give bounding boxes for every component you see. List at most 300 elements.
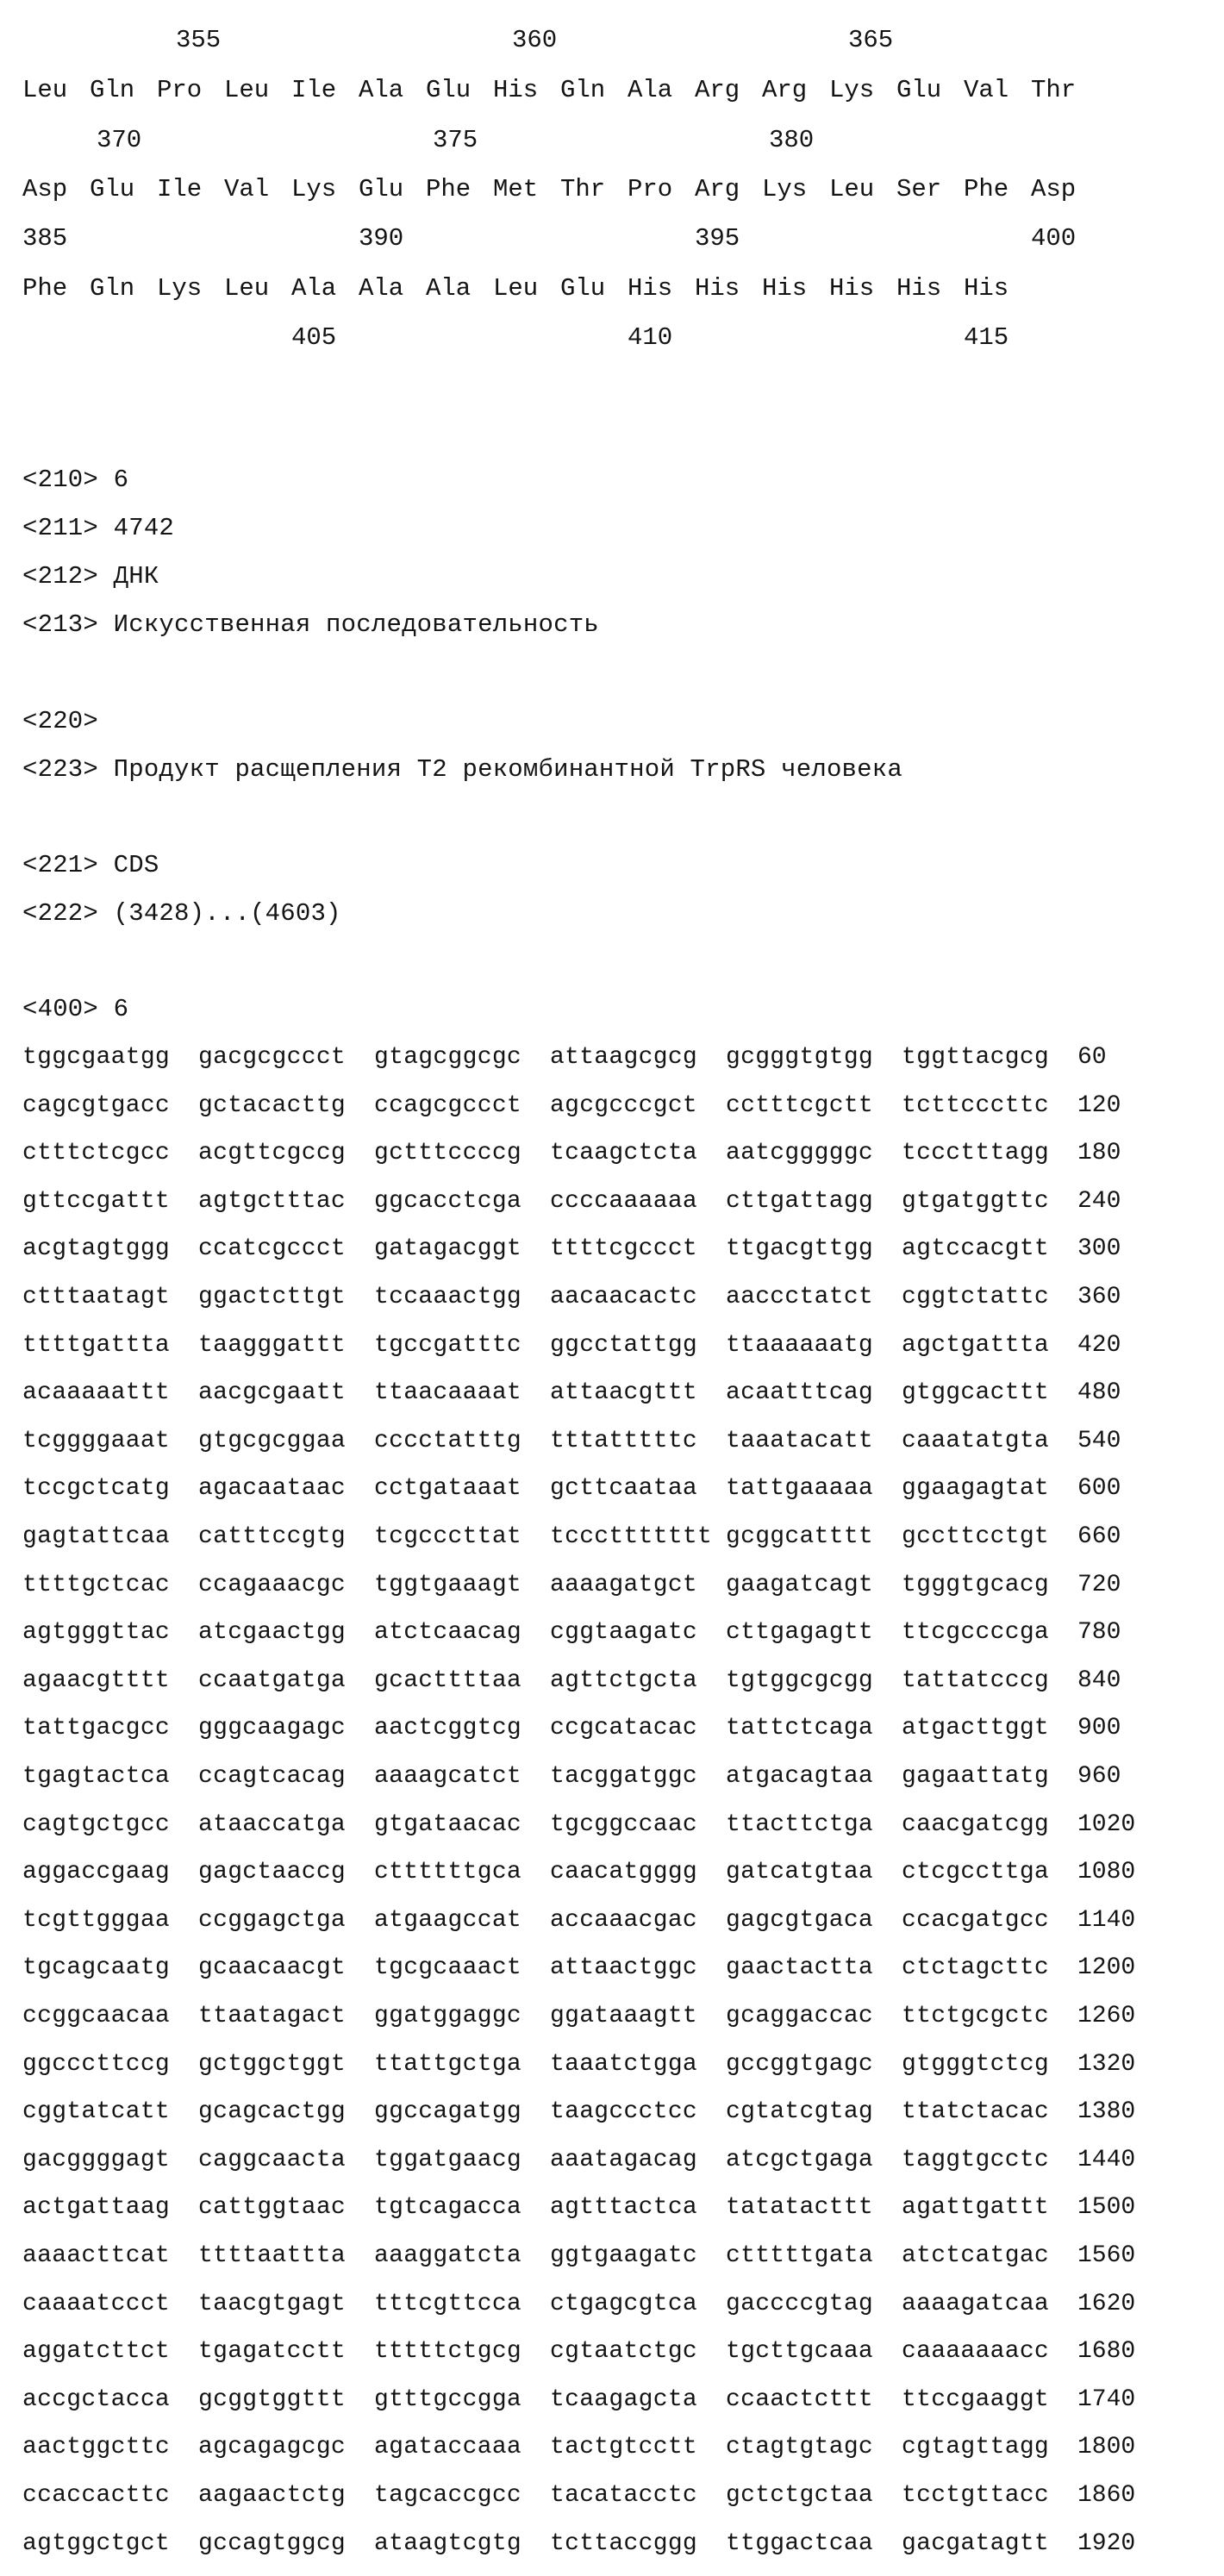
sequence-block: atctcaacag	[374, 1619, 522, 1646]
sequence-row	[22, 1858, 1221, 1887]
sequence-block: gaactactta	[726, 1954, 874, 1981]
sequence-block: ggcctattgg	[550, 1332, 698, 1359]
sequence-row	[22, 2146, 1221, 2175]
sequence-row	[22, 1666, 1221, 1696]
sequence-block: gcttcaataa	[550, 1475, 698, 1502]
sequence-block: tagcaccgcc	[374, 2482, 522, 2509]
sequence-block: tattgacgcc	[22, 1715, 171, 1741]
sequence-block: tattgaaaaa	[726, 1475, 874, 1502]
sequence-block: cgtaatctgc	[550, 2338, 698, 2365]
residue: Lys	[762, 175, 808, 203]
residue: Lys	[829, 76, 875, 104]
base-count: 1920	[1077, 2530, 1136, 2557]
sequence-block: ataaccatga	[198, 1811, 347, 1838]
sequence-block: tccgctcatg	[22, 1475, 171, 1502]
residue-number-row	[22, 26, 1143, 55]
sequence-block: tgggtgcacg	[902, 1572, 1050, 1598]
sequence-row	[22, 1379, 1221, 1408]
sequence-block: tactgtcctt	[550, 2434, 698, 2460]
sequence-row	[22, 2002, 1221, 2031]
sequence-block: aggatcttct	[22, 2338, 171, 2365]
residue: Asp	[22, 175, 68, 203]
sequence-block: aactggcttc	[22, 2434, 171, 2460]
sequence-block: tgtggcgcgg	[726, 1667, 874, 1694]
sequence-block: gaagatcagt	[726, 1572, 874, 1598]
sequence-block: gggcaagagc	[198, 1715, 347, 1741]
sequence-row	[22, 2385, 1221, 2415]
residue-number-row	[22, 323, 1143, 353]
residue-number: 385	[22, 224, 68, 253]
sequence-block: gtgatggttc	[902, 1188, 1050, 1215]
sequence-block: aggaccgaag	[22, 1859, 171, 1885]
sequence-block: ggatggaggc	[374, 2003, 522, 2029]
sequence-block: gagctaaccg	[198, 1859, 347, 1885]
sequence-block: ggccagatgg	[374, 2098, 522, 2125]
residue: Leu	[224, 274, 270, 303]
residue: Glu	[896, 76, 942, 104]
sequence-block: accaaacgac	[550, 1907, 698, 1934]
sequence-block: tcaagctcta	[550, 1140, 698, 1166]
sequence-block: ttgacgttgg	[726, 1235, 874, 1262]
base-count: 420	[1077, 1332, 1121, 1359]
sequence-block: ccggcaacaa	[22, 2003, 171, 2029]
sequence-block: gacgcgccct	[198, 1044, 347, 1071]
sequence-block: ctttttgata	[726, 2242, 874, 2269]
sequence-block: tccaaactgg	[374, 1284, 522, 1310]
sequence-block: cggtctattc	[902, 1284, 1050, 1310]
base-count: 1140	[1077, 1907, 1136, 1934]
residue: Glu	[359, 175, 404, 203]
sequence-row	[22, 1618, 1221, 1648]
residue: Val	[224, 175, 270, 203]
sequence-block: cagtgctgcc	[22, 1811, 171, 1838]
sequence-block: ggcccttccg	[22, 2051, 171, 2078]
sequence-block: gcgggtgtgg	[726, 1044, 874, 1071]
sequence-block: ccagtcacag	[198, 1763, 347, 1790]
sequence-block: ttaacaaaat	[374, 1379, 522, 1406]
sequence-block: cgtagttagg	[902, 2434, 1050, 2460]
sequence-row	[22, 1427, 1221, 1456]
base-count: 780	[1077, 1619, 1121, 1646]
sequence-row	[22, 1235, 1221, 1264]
sequence-block: cttgagagtt	[726, 1619, 874, 1646]
sequence-block: tccctttagg	[902, 1140, 1050, 1166]
base-count: 1380	[1077, 2098, 1136, 2125]
sequence-block: gctacacttg	[198, 1092, 347, 1119]
sequence-block: atcgctgaga	[726, 2147, 874, 2173]
sequence-row	[22, 2050, 1221, 2079]
sequence-row	[22, 1571, 1221, 1600]
sequence-block: taagggattt	[198, 1332, 347, 1359]
base-count: 360	[1077, 1284, 1121, 1310]
sequence-block: accgctacca	[22, 2386, 171, 2413]
field-400-sequence: <400> 6	[22, 995, 129, 1023]
base-count: 1680	[1077, 2338, 1136, 2365]
sequence-row	[22, 1810, 1221, 1840]
sequence-block: aatcgggggc	[726, 1140, 874, 1166]
sequence-block: cttttttgca	[374, 1859, 522, 1885]
residue-number: 360	[512, 26, 558, 54]
sequence-block: tcccttttttt	[550, 1523, 713, 1550]
residue: Gln	[90, 274, 135, 303]
sequence-block: ctcgccttga	[902, 1859, 1050, 1885]
sequence-block: tgagtactca	[22, 1763, 171, 1790]
residue: Arg	[762, 76, 808, 104]
field-211-length: <211> 4742	[22, 514, 175, 542]
base-count: 1320	[1077, 2051, 1136, 2078]
sequence-block: tcggggaaat	[22, 1428, 171, 1454]
residue-number: 370	[97, 126, 142, 154]
residue: Gln	[560, 76, 606, 104]
sequence-block: agcagagcgc	[198, 2434, 347, 2460]
base-count: 480	[1077, 1379, 1121, 1406]
residue: Thr	[1031, 76, 1077, 104]
sequence-block: tgcggccaac	[550, 1811, 698, 1838]
sequence-block: attaagcgcg	[550, 1044, 698, 1071]
sequence-block: ccaactcttt	[726, 2386, 874, 2413]
sequence-block: cccctatttg	[374, 1428, 522, 1454]
sequence-block: taacgtgagt	[198, 2291, 347, 2317]
residue: His	[829, 274, 875, 303]
residue: Val	[964, 76, 1009, 104]
residue: Leu	[493, 274, 539, 303]
sequence-block: ggactcttgt	[198, 1284, 347, 1310]
sequence-block: cgtatcgtag	[726, 2098, 874, 2125]
sequence-row	[22, 2098, 1221, 2127]
sequence-block: tcgttgggaa	[22, 1907, 171, 1934]
sequence-block: ttttgctcac	[22, 1572, 171, 1598]
sequence-block: ccggagctga	[198, 1907, 347, 1934]
sequence-block: gaccccgtag	[726, 2291, 874, 2317]
sequence-row	[22, 1714, 1221, 1743]
sequence-block: gagaattatg	[902, 1763, 1050, 1790]
residue: Phe	[426, 175, 471, 203]
sequence-block: agtccacgtt	[902, 1235, 1050, 1262]
sequence-block: ctttctcgcc	[22, 1140, 171, 1166]
base-count: 1860	[1077, 2482, 1136, 2509]
sequence-block: agttctgcta	[550, 1667, 698, 1694]
sequence-block: tgcagcaatg	[22, 1954, 171, 1981]
residue-number: 400	[1031, 224, 1077, 253]
sequence-block: acgtagtggg	[22, 1235, 171, 1262]
sequence-block: gcaacaacgt	[198, 1954, 347, 1981]
sequence-block: ttttcgccct	[550, 1235, 698, 1262]
residue: Ile	[291, 76, 337, 104]
sequence-row	[22, 1043, 1221, 1072]
base-count: 1200	[1077, 1954, 1136, 1981]
residue: Leu	[829, 175, 875, 203]
residue: His	[493, 76, 539, 104]
residue: Ile	[157, 175, 203, 203]
base-count: 540	[1077, 1428, 1121, 1454]
sequence-block: ttttgattta	[22, 1332, 171, 1359]
sequence-block: gccagtggcg	[198, 2530, 347, 2557]
residue-number: 395	[695, 224, 740, 253]
sequence-block: agctgattta	[902, 1332, 1050, 1359]
sequence-row	[22, 1187, 1221, 1216]
residue: Lys	[157, 274, 203, 303]
base-count: 1740	[1077, 2386, 1136, 2413]
sequence-block: agtgctttac	[198, 1188, 347, 1215]
sequence-row	[22, 1954, 1221, 1983]
base-count: 120	[1077, 1092, 1121, 1119]
sequence-block: aaatagacag	[550, 2147, 698, 2173]
base-count: 1560	[1077, 2242, 1136, 2269]
sequence-block: gctctgctaa	[726, 2482, 874, 2509]
sequence-block: gacggggagt	[22, 2147, 171, 2173]
sequence-row	[22, 2337, 1221, 2367]
sequence-block: taaatacatt	[726, 1428, 874, 1454]
residue: Pro	[628, 175, 673, 203]
sequence-block: gacgatagtt	[902, 2530, 1050, 2557]
sequence-block: acgttcgccg	[198, 1140, 347, 1166]
base-count: 1080	[1077, 1859, 1136, 1885]
sequence-row	[22, 1091, 1221, 1121]
residue-number-row	[22, 126, 1143, 155]
sequence-block: agcgcccgct	[550, 1092, 698, 1119]
sequence-block: tattctcaga	[726, 1715, 874, 1741]
residue: Ser	[896, 175, 942, 203]
sequence-row	[22, 1139, 1221, 1168]
sequence-block: gtagcggcgc	[374, 1044, 522, 1071]
sequence-block: ttccgaaggt	[902, 2386, 1050, 2413]
sequence-block: atgacttggt	[902, 1715, 1050, 1741]
sequence-block: tgccgatttc	[374, 1332, 522, 1359]
sequence-block: taggtgcctc	[902, 2147, 1050, 2173]
sequence-block: ttacttctga	[726, 1811, 874, 1838]
base-count: 1620	[1077, 2291, 1136, 2317]
sequence-block: gtgcgcggaa	[198, 1428, 347, 1454]
sequence-block: aaaagatcaa	[902, 2291, 1050, 2317]
residue-number: 410	[628, 323, 673, 352]
residue: Phe	[964, 175, 1009, 203]
sequence-block: tcttcccttc	[902, 1092, 1050, 1119]
sequence-block: gctttccccg	[374, 1140, 522, 1166]
sequence-row	[22, 1474, 1221, 1504]
sequence-block: caaaaaaacc	[902, 2338, 1050, 2365]
sequence-block: gcacttttaa	[374, 1667, 522, 1694]
residue: Glu	[560, 274, 606, 303]
base-count: 720	[1077, 1572, 1121, 1598]
base-count: 1260	[1077, 2003, 1136, 2029]
sequence-block: gtggcacttt	[902, 1379, 1050, 1406]
sequence-block: aaaagatgct	[550, 1572, 698, 1598]
residue: Leu	[22, 76, 68, 104]
sequence-block: ggtgaagatc	[550, 2242, 698, 2269]
sequence-block: tggttacgcg	[902, 1044, 1050, 1071]
sequence-block: ctctagcttc	[902, 1954, 1050, 1981]
residue-number: 415	[964, 323, 1009, 352]
residue: Lys	[291, 175, 337, 203]
residue-number: 380	[769, 126, 815, 154]
sequence-block: ttaaaaaatg	[726, 1332, 874, 1359]
residue-number: 355	[176, 26, 222, 54]
sequence-block: ctagtgtagc	[726, 2434, 874, 2460]
sequence-block: tgcgcaaact	[374, 1954, 522, 1981]
base-count: 600	[1077, 1475, 1121, 1502]
sequence-block: taaatctgga	[550, 2051, 698, 2078]
sequence-block: gttccgattt	[22, 1188, 171, 1215]
sequence-block: ccccaaaaaa	[550, 1188, 698, 1215]
sequence-row	[22, 2241, 1221, 2271]
sequence-row	[22, 1762, 1221, 1791]
residue: Glu	[426, 76, 471, 104]
sequence-block: tttcgttcca	[374, 2291, 522, 2317]
sequence-block: attaacgttt	[550, 1379, 698, 1406]
sequence-block: acaaaaattt	[22, 1379, 171, 1406]
sequence-block: ctttaatagt	[22, 1284, 171, 1310]
sequence-block: caggcaacta	[198, 2147, 347, 2173]
sequence-block: agacaataac	[198, 1475, 347, 1502]
base-count: 1800	[1077, 2434, 1136, 2460]
sequence-block: ttattgctga	[374, 2051, 522, 2078]
base-count: 180	[1077, 1140, 1121, 1166]
residue: His	[695, 274, 740, 303]
sequence-block: tattatcccg	[902, 1667, 1050, 1694]
sequence-block: gatagacggt	[374, 1235, 522, 1262]
sequence-block: gtgataacac	[374, 1811, 522, 1838]
sequence-block: taagccctcc	[550, 2098, 698, 2125]
sequence-block: agtgggttac	[22, 1619, 171, 1646]
sequence-block: gtgggtctcg	[902, 2051, 1050, 2078]
sequence-row	[22, 2290, 1221, 2319]
sequence-block: cagcgtgacc	[22, 1092, 171, 1119]
sequence-block: tgcttgcaaa	[726, 2338, 874, 2365]
sequence-block: gcagcactgg	[198, 2098, 347, 2125]
sequence-block: gcggtggttt	[198, 2386, 347, 2413]
field-223-other-info: <223> Продукт расщепления T2 рекомбинантной TrpRS человека	[22, 755, 902, 784]
residue: Ala	[359, 76, 404, 104]
sequence-block: tcctgttacc	[902, 2482, 1050, 2509]
sequence-block: atctcatgac	[902, 2242, 1050, 2269]
sequence-block: atgacagtaa	[726, 1763, 874, 1790]
residue: Ala	[291, 274, 337, 303]
sequence-block: agataccaaa	[374, 2434, 522, 2460]
sequence-block: tcaagagcta	[550, 2386, 698, 2413]
sequence-block: ttctgcgctc	[902, 2003, 1050, 2029]
sequence-block: tcttaccggg	[550, 2530, 698, 2557]
sequence-block: gccggtgagc	[726, 2051, 874, 2078]
residue: Arg	[695, 76, 740, 104]
residue: Leu	[224, 76, 270, 104]
sequence-row	[22, 2193, 1221, 2223]
residue: Gln	[90, 76, 135, 104]
residue: His	[762, 274, 808, 303]
sequence-block: aaaacttcat	[22, 2242, 171, 2269]
sequence-block: ggataaagtt	[550, 2003, 698, 2029]
sequence-block: ccacgatgcc	[902, 1907, 1050, 1934]
sequence-block: catttccgtg	[198, 1523, 347, 1550]
residue-number: 405	[291, 323, 337, 352]
sequence-block: gcaggaccac	[726, 2003, 874, 2029]
sequence-block: aaaagcatct	[374, 1763, 522, 1790]
sequence-block: attaactggc	[550, 1954, 698, 1981]
field-213-organism: <213> Искусственная последовательность	[22, 610, 599, 639]
sequence-block: actgattaag	[22, 2194, 171, 2221]
sequence-block: tggcgaatgg	[22, 1044, 171, 1071]
sequence-block: ggcacctcga	[374, 1188, 522, 1215]
sequence-block: atcgaactgg	[198, 1619, 347, 1646]
residue: His	[896, 274, 942, 303]
residue: Arg	[695, 175, 740, 203]
sequence-block: caaaatccct	[22, 2291, 171, 2317]
residue-row	[22, 76, 1143, 105]
residue: Met	[493, 175, 539, 203]
base-count: 960	[1077, 1763, 1121, 1790]
field-210-seq-id: <210> 6	[22, 466, 129, 494]
sequence-block: ctgagcgtca	[550, 2291, 698, 2317]
sequence-block: gagtattcaa	[22, 1523, 171, 1550]
sequence-block: ccgcatacac	[550, 1715, 698, 1741]
sequence-block: acaatttcag	[726, 1379, 874, 1406]
field-222-location: <222> (3428)...(4603)	[22, 899, 341, 928]
sequence-block: aaccctatct	[726, 1284, 874, 1310]
sequence-block: cctgataaat	[374, 1475, 522, 1502]
sequence-block: ttcgccccga	[902, 1619, 1050, 1646]
sequence-row	[22, 1331, 1221, 1360]
sequence-block: ccaatgatga	[198, 1667, 347, 1694]
sequence-block: ttaatagact	[198, 2003, 347, 2029]
base-count: 840	[1077, 1667, 1121, 1694]
sequence-block: gctggctggt	[198, 2051, 347, 2078]
sequence-block: caacatgggg	[550, 1859, 698, 1885]
sequence-block: cggtaagatc	[550, 1619, 698, 1646]
base-count: 240	[1077, 1188, 1121, 1215]
residue-number: 365	[848, 26, 894, 54]
sequence-row	[22, 2433, 1221, 2462]
sequence-block: gtttgccgga	[374, 2386, 522, 2413]
sequence-block: caacgatcgg	[902, 1811, 1050, 1838]
sequence-block: gccttcctgt	[902, 1523, 1050, 1550]
sequence-block: ttggactcaa	[726, 2530, 874, 2557]
base-count: 1500	[1077, 2194, 1136, 2221]
residue-row	[22, 274, 1143, 303]
residue-row	[22, 175, 1143, 204]
sequence-block: ttatctacac	[902, 2098, 1050, 2125]
sequence-block: cctttcgctt	[726, 1092, 874, 1119]
sequence-block: gatcatgtaa	[726, 1859, 874, 1885]
sequence-row	[22, 1283, 1221, 1312]
residue: Ala	[426, 274, 471, 303]
base-count: 900	[1077, 1715, 1121, 1741]
residue: Phe	[22, 274, 68, 303]
residue: Ala	[359, 274, 404, 303]
sequence-block: tcgcccttat	[374, 1523, 522, 1550]
field-221-name-key: <221> CDS	[22, 851, 159, 879]
residue: Ala	[628, 76, 673, 104]
sequence-block: tttttctgcg	[374, 2338, 522, 2365]
sequence-block: tacatacctc	[550, 2482, 698, 2509]
field-220-feature: <220>	[22, 707, 99, 735]
sequence-block: tgtcagacca	[374, 2194, 522, 2221]
base-count: 60	[1077, 1044, 1107, 1071]
field-212-type: <212> ДНК	[22, 562, 159, 591]
sequence-block: ataagtcgtg	[374, 2530, 522, 2557]
base-count: 660	[1077, 1523, 1121, 1550]
residue-number: 390	[359, 224, 404, 253]
residue-number: 375	[433, 126, 478, 154]
base-count: 1440	[1077, 2147, 1136, 2173]
residue: Pro	[157, 76, 203, 104]
sequence-block: cggtatcatt	[22, 2098, 171, 2125]
base-count: 1020	[1077, 1811, 1136, 1838]
sequence-block: cattggtaac	[198, 2194, 347, 2221]
sequence-block: ggaagagtat	[902, 1475, 1050, 1502]
sequence-block: aacgcgaatt	[198, 1379, 347, 1406]
sequence-block: ccagaaacgc	[198, 1572, 347, 1598]
sequence-block: aactcggtcg	[374, 1715, 522, 1741]
sequence-block: aaaggatcta	[374, 2242, 522, 2269]
